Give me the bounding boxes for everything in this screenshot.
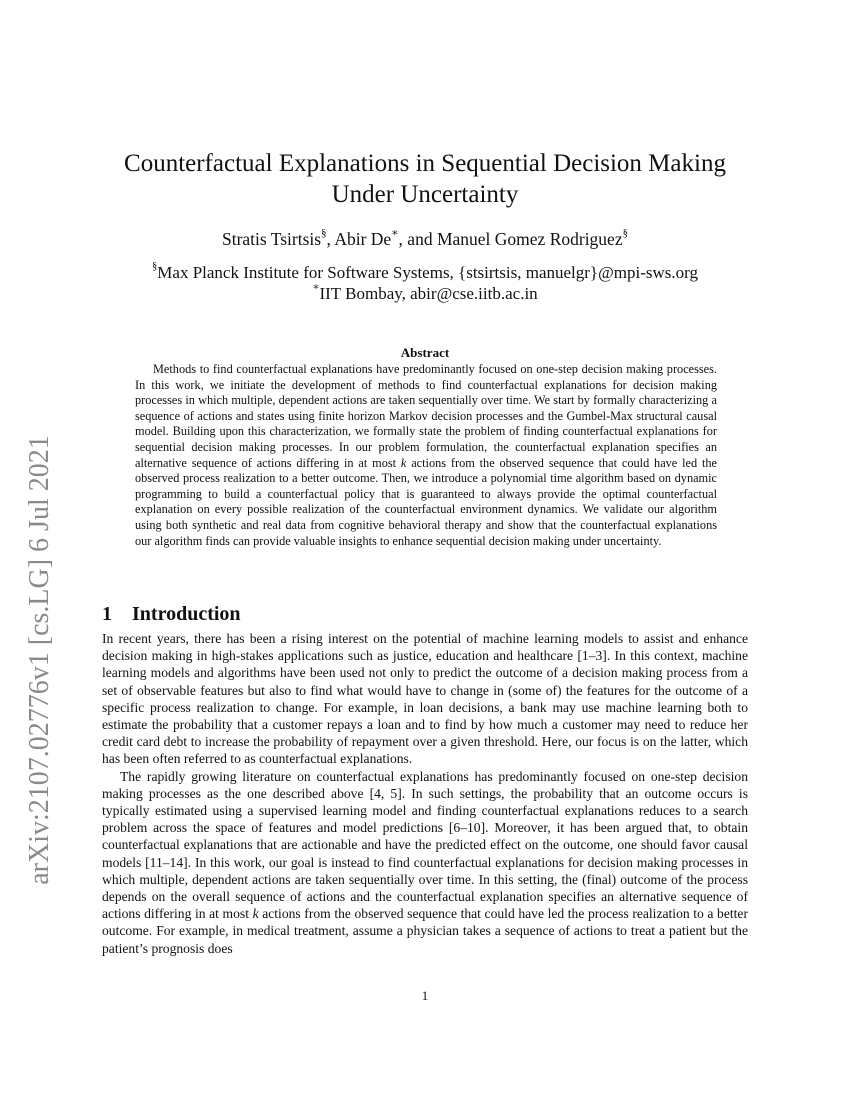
section-body: [102, 630, 748, 957]
paper-title: [100, 148, 750, 210]
paragraph-text-part: actions from the observed sequence that could have led the process realization to a better outcome. For example, in medical treatment, assume a physician takes a sequence of actions to treat a patient but the patient’s prognosis does: [102, 906, 748, 956]
paragraph-text-part: The rapidly growing literature on counterfactual explanations has predominantly focused on one-step decision making processes as the one described above [4, 5]. In such settings, the probability that an outcome occurs is typically estimated using a supervised learning model and finding counterfactual explanations reduces to a search problem across the space of features and model predictions [6–10]. Moreover, it has been argued that, to obtain counterfactual explanations that are actionable and have the predicted effect on the outcome, one should favor causal models [11–14]. In this work, our goal is instead to find counterfactual explanations for decision making processes in which multiple, dependent actions are taken sequentially over time. In this setting, the (final) outcome of the process depends on the overall sequence of actions and the counterfactual explanation specifies an alternative sequence of actions differing in at most: [102, 768, 748, 922]
body-paragraph: [102, 768, 748, 957]
abstract-heading: Abstract: [400, 345, 450, 360]
author-separator: ,: [326, 229, 335, 249]
section-number: 1: [102, 603, 112, 625]
title-line-2: Under Uncertainty: [331, 181, 519, 208]
author-affiliation-mark: §: [321, 227, 327, 240]
arxiv-identifier-stamp[interactable]: arXiv:2107.02776v1 [cs.LG] 6 Jul 2021: [24, 435, 55, 885]
abstract-text-part: actions from the observed sequence that could have led the observed process realization to a better outcome. Then, we introduce a polynomial time algorithm based on dynamic programming to build a counterfactual policy that is guaranteed to always provide the optimal counterfactual explanation on every possible realization of the counterfactual environment dynamics. We validate our algorithm using both synthetic and real data from cognitive behavioral therapy and show that the counterfactual explanations our algorithm finds can provide valuable insights to enhance sequential decision making under uncertainty.: [135, 455, 717, 548]
body-paragraph: In recent years, there has been a rising interest on the potential of machine learning models to assist and enhance decision making in high-stakes applications such as justice, education and healthcare [1–3]. In this context, machine learning models and algorithms have been used not only to predict the outcome of a decision making process from a set of observable features but also to find what would have to change in (some of) the features for the outcome of a specific process realization to change. For example, in loan decisions, a bank may use machine learning both to estimate the probability that a customer repays a loan and to find by how much a customer may need to reduce her credit card debt to increase the probability of repayment over a given threshold. Here, our focus is on the latter, which has been often referred to as counterfactual explanations.: [102, 631, 748, 767]
affiliation-list: [100, 262, 750, 304]
author-name: Stratis Tsirtsis: [221, 229, 322, 249]
affiliation-mark: §: [152, 261, 158, 273]
title-line-1: Counterfactual Explanations in Sequential Decision Making: [124, 150, 726, 177]
author-affiliation-mark: ∗: [391, 227, 399, 240]
author-list: [100, 228, 750, 250]
author-separator: , and: [398, 229, 437, 249]
math-variable-k: k: [400, 455, 407, 470]
author-name: Abir De: [334, 229, 392, 249]
math-variable-k: k: [252, 906, 259, 922]
author-name: Manuel Gomez Rodriguez: [436, 229, 623, 249]
affiliation-line: [100, 262, 750, 283]
abstract-text: [135, 362, 717, 549]
abstract-text-part: Methods to find counterfactual explanations have predominantly focused on one-step decision making processes. In this work, we initiate the development of methods to find counterfactual explanations for decision making processes in which multiple, dependent actions are taken sequentially over time. We start by formally characterizing a sequence of actions and states using finite horizon Markov decision processes and the Gumbel-Max structural causal model. Building upon this characterization, we formally state the problem of finding counterfactual explanations for sequential decision making processes. In our problem formulation, the counterfactual explanation specifies an alternative sequence of actions differing in at most: [135, 362, 717, 470]
section-heading: [102, 601, 752, 627]
affiliation-text: Max Planck Institute for Software Systems, {stsirtsis, manuelgr}@mpi-sws.org: [157, 263, 698, 282]
affiliation-text: IIT Bombay, abir@cse.iitb.ac.in: [319, 284, 538, 303]
affiliation-line: [100, 283, 750, 304]
page-number: 1: [421, 988, 429, 1003]
section-title: Introduction: [132, 603, 241, 625]
author-affiliation-mark: §: [622, 227, 629, 240]
affiliation-mark: ∗: [312, 282, 320, 294]
